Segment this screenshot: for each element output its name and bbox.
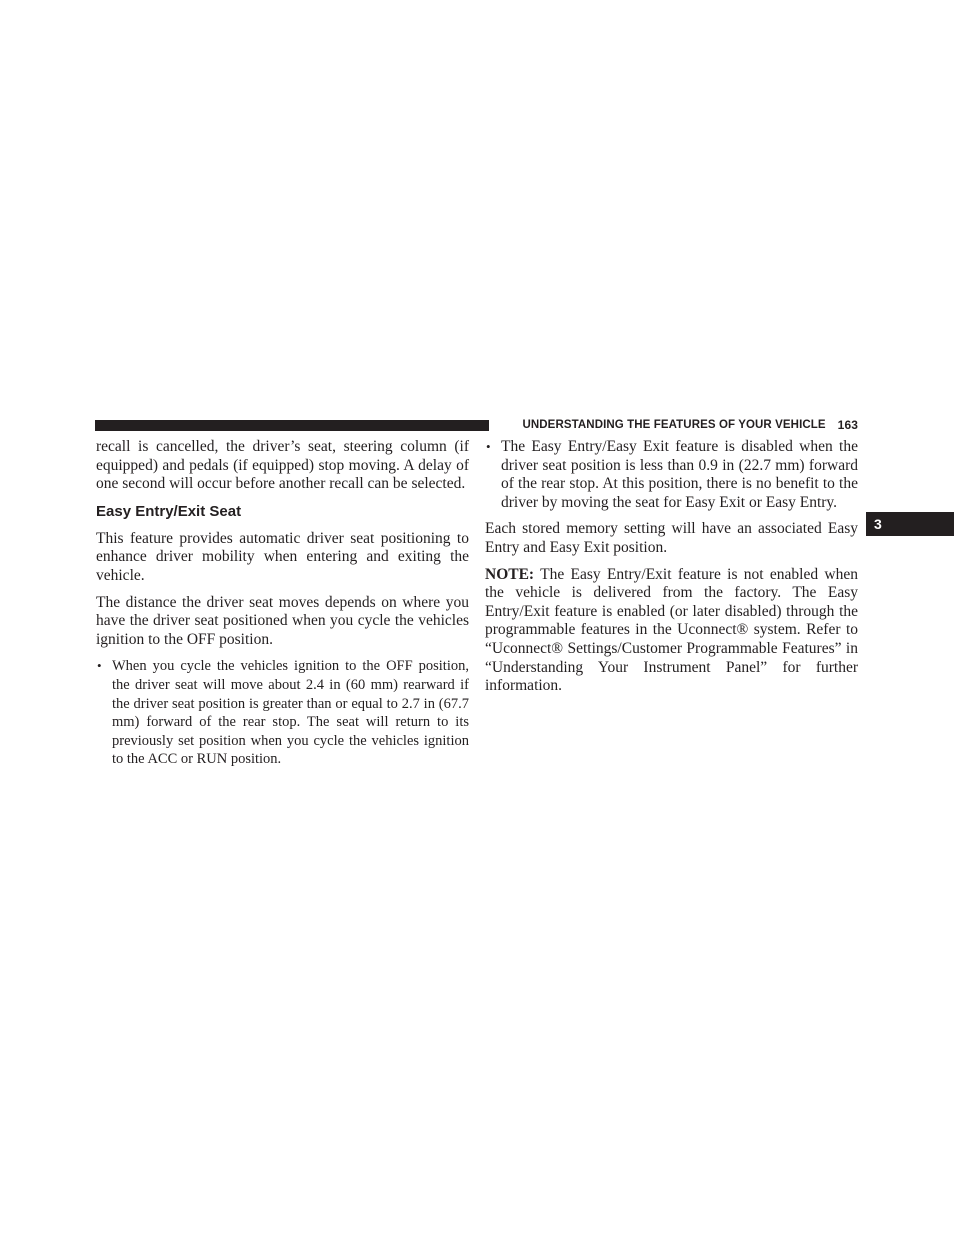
header-rule-bar: [95, 420, 489, 431]
body-paragraph: Each stored memory setting will have an associated Easy Entry and Easy Exit position.: [485, 520, 858, 556]
section-title: UNDERSTANDING THE FEATURES OF YOUR VEHICLE: [522, 419, 826, 431]
bullet-item: [485, 438, 858, 512]
bullet-text: When you cycle the vehicles ignition to the OFF position, the driver seat will move about 2.4 in (60 mm) rearward if the driver seat position is greater than or equal to 2.7 in (67.7 mm) forward of the rear stop. The seat will return to its previously set position when you cycle the vehicles ignition to the ACC or RUN position.: [112, 658, 469, 768]
bullet-text: The Easy Entry/Easy Exit feature is disabled when the driver seat position is less than 0.9 in (22.7 mm) forward of the rear stop. At this position, there is no benefit to the driver by moving the seat for Easy Exit or Easy Entry.: [501, 438, 858, 511]
chapter-number: 3: [874, 516, 882, 532]
chapter-tab: [866, 512, 954, 536]
continued-paragraph: recall is cancelled, the driver’s seat, steering column (if equipped) and pedals (if equipped) stop moving. A delay of one second will occur before another recall can be selected.: [96, 438, 469, 493]
note-text: The Easy Entry/Exit feature is not enabled when the vehicle is delivered from the factory. The Easy Entry/Exit feature is enabled (or later disabled) through the programmable features in the Uconnect® system. Refer to “Uconnect® Settings/Customer Programmable Features” in “Understanding Your Instrument Panel” for further information.: [485, 565, 858, 695]
bullet-marker: •: [97, 658, 102, 674]
body-paragraph: The distance the driver seat moves depends on where you have the driver seat positioned when you cycle the vehicles ignition to the OFF position.: [96, 593, 469, 648]
running-head: [497, 417, 858, 433]
section-heading: Easy Entry/Exit Seat: [96, 502, 242, 520]
page-number: 163: [837, 418, 858, 432]
bullet-marker: •: [486, 439, 491, 454]
right-column: [485, 438, 858, 704]
body-paragraph: This feature provides automatic driver seat positioning to enhance driver mobility when entering and exiting the vehicle.: [96, 529, 469, 584]
bullet-item: [96, 657, 469, 769]
note-label: NOTE:: [485, 565, 535, 583]
note-paragraph: [485, 566, 858, 696]
left-column: [96, 438, 469, 777]
